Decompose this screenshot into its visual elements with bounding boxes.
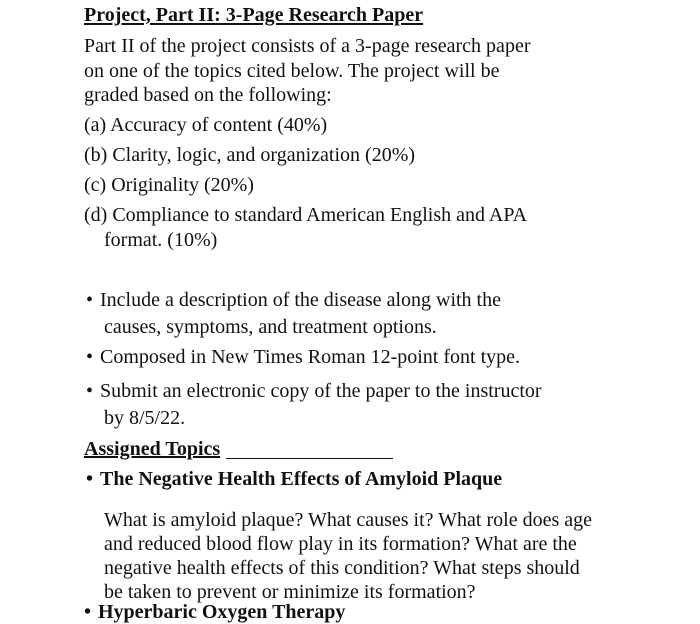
requirement-item <box>86 379 542 403</box>
assigned-topics-heading: Assigned Topics <box>84 438 221 460</box>
topic-description-line-2: and reduced blood flow play in its formation? What are the <box>104 533 577 555</box>
bullet-icon: • <box>86 289 94 311</box>
criterion-a: (a) Accuracy of content (40%) <box>84 114 328 136</box>
requirement-item <box>86 345 520 369</box>
bullet-icon: • <box>86 380 94 402</box>
criterion-d-continued: format. (10%) <box>104 229 218 251</box>
criterion-d: (d) Compliance to standard American English and APA <box>84 204 528 226</box>
topic-item <box>86 467 502 491</box>
requirement-text: Submit an electronic copy of the paper to the instructor <box>100 380 542 402</box>
requirement-text: Composed in New Times Roman 12-point font type. <box>100 346 520 368</box>
requirement-item <box>86 288 501 312</box>
intro-line-2: on one of the topics cited below. The project will be <box>84 60 500 82</box>
criterion-b: (b) Clarity, logic, and organization (20%) <box>84 144 416 166</box>
bullet-icon: • <box>86 468 94 490</box>
topic-title: The Negative Health Effects of Amyloid Plaque <box>100 468 503 490</box>
intro-line-3: graded based on the following: <box>84 84 332 106</box>
topic-item <box>84 600 345 624</box>
requirement-text-continued: causes, symptoms, and treatment options. <box>104 316 437 338</box>
bullet-icon: • <box>86 346 94 368</box>
topic-description-line-3: negative health effects of this condition? What steps should <box>104 557 580 579</box>
criterion-c: (c) Originality (20%) <box>84 174 254 196</box>
topic-title: Hyperbaric Oxygen Therapy <box>98 601 346 623</box>
requirement-text-continued: by 8/5/22. <box>104 407 186 429</box>
intro-line-1: Part II of the project consists of a 3-page research paper <box>84 35 531 57</box>
document-title: Project, Part II: 3-Page Research Paper <box>84 4 424 26</box>
topic-description-line-4: be taken to prevent or minimize its formation? <box>104 581 476 603</box>
topic-description-line-1: What is amyloid plaque? What causes it? What role does age <box>104 509 592 531</box>
heading-underline <box>226 458 393 459</box>
requirement-text: Include a description of the disease along with the <box>100 289 501 311</box>
bullet-icon: • <box>84 601 92 623</box>
